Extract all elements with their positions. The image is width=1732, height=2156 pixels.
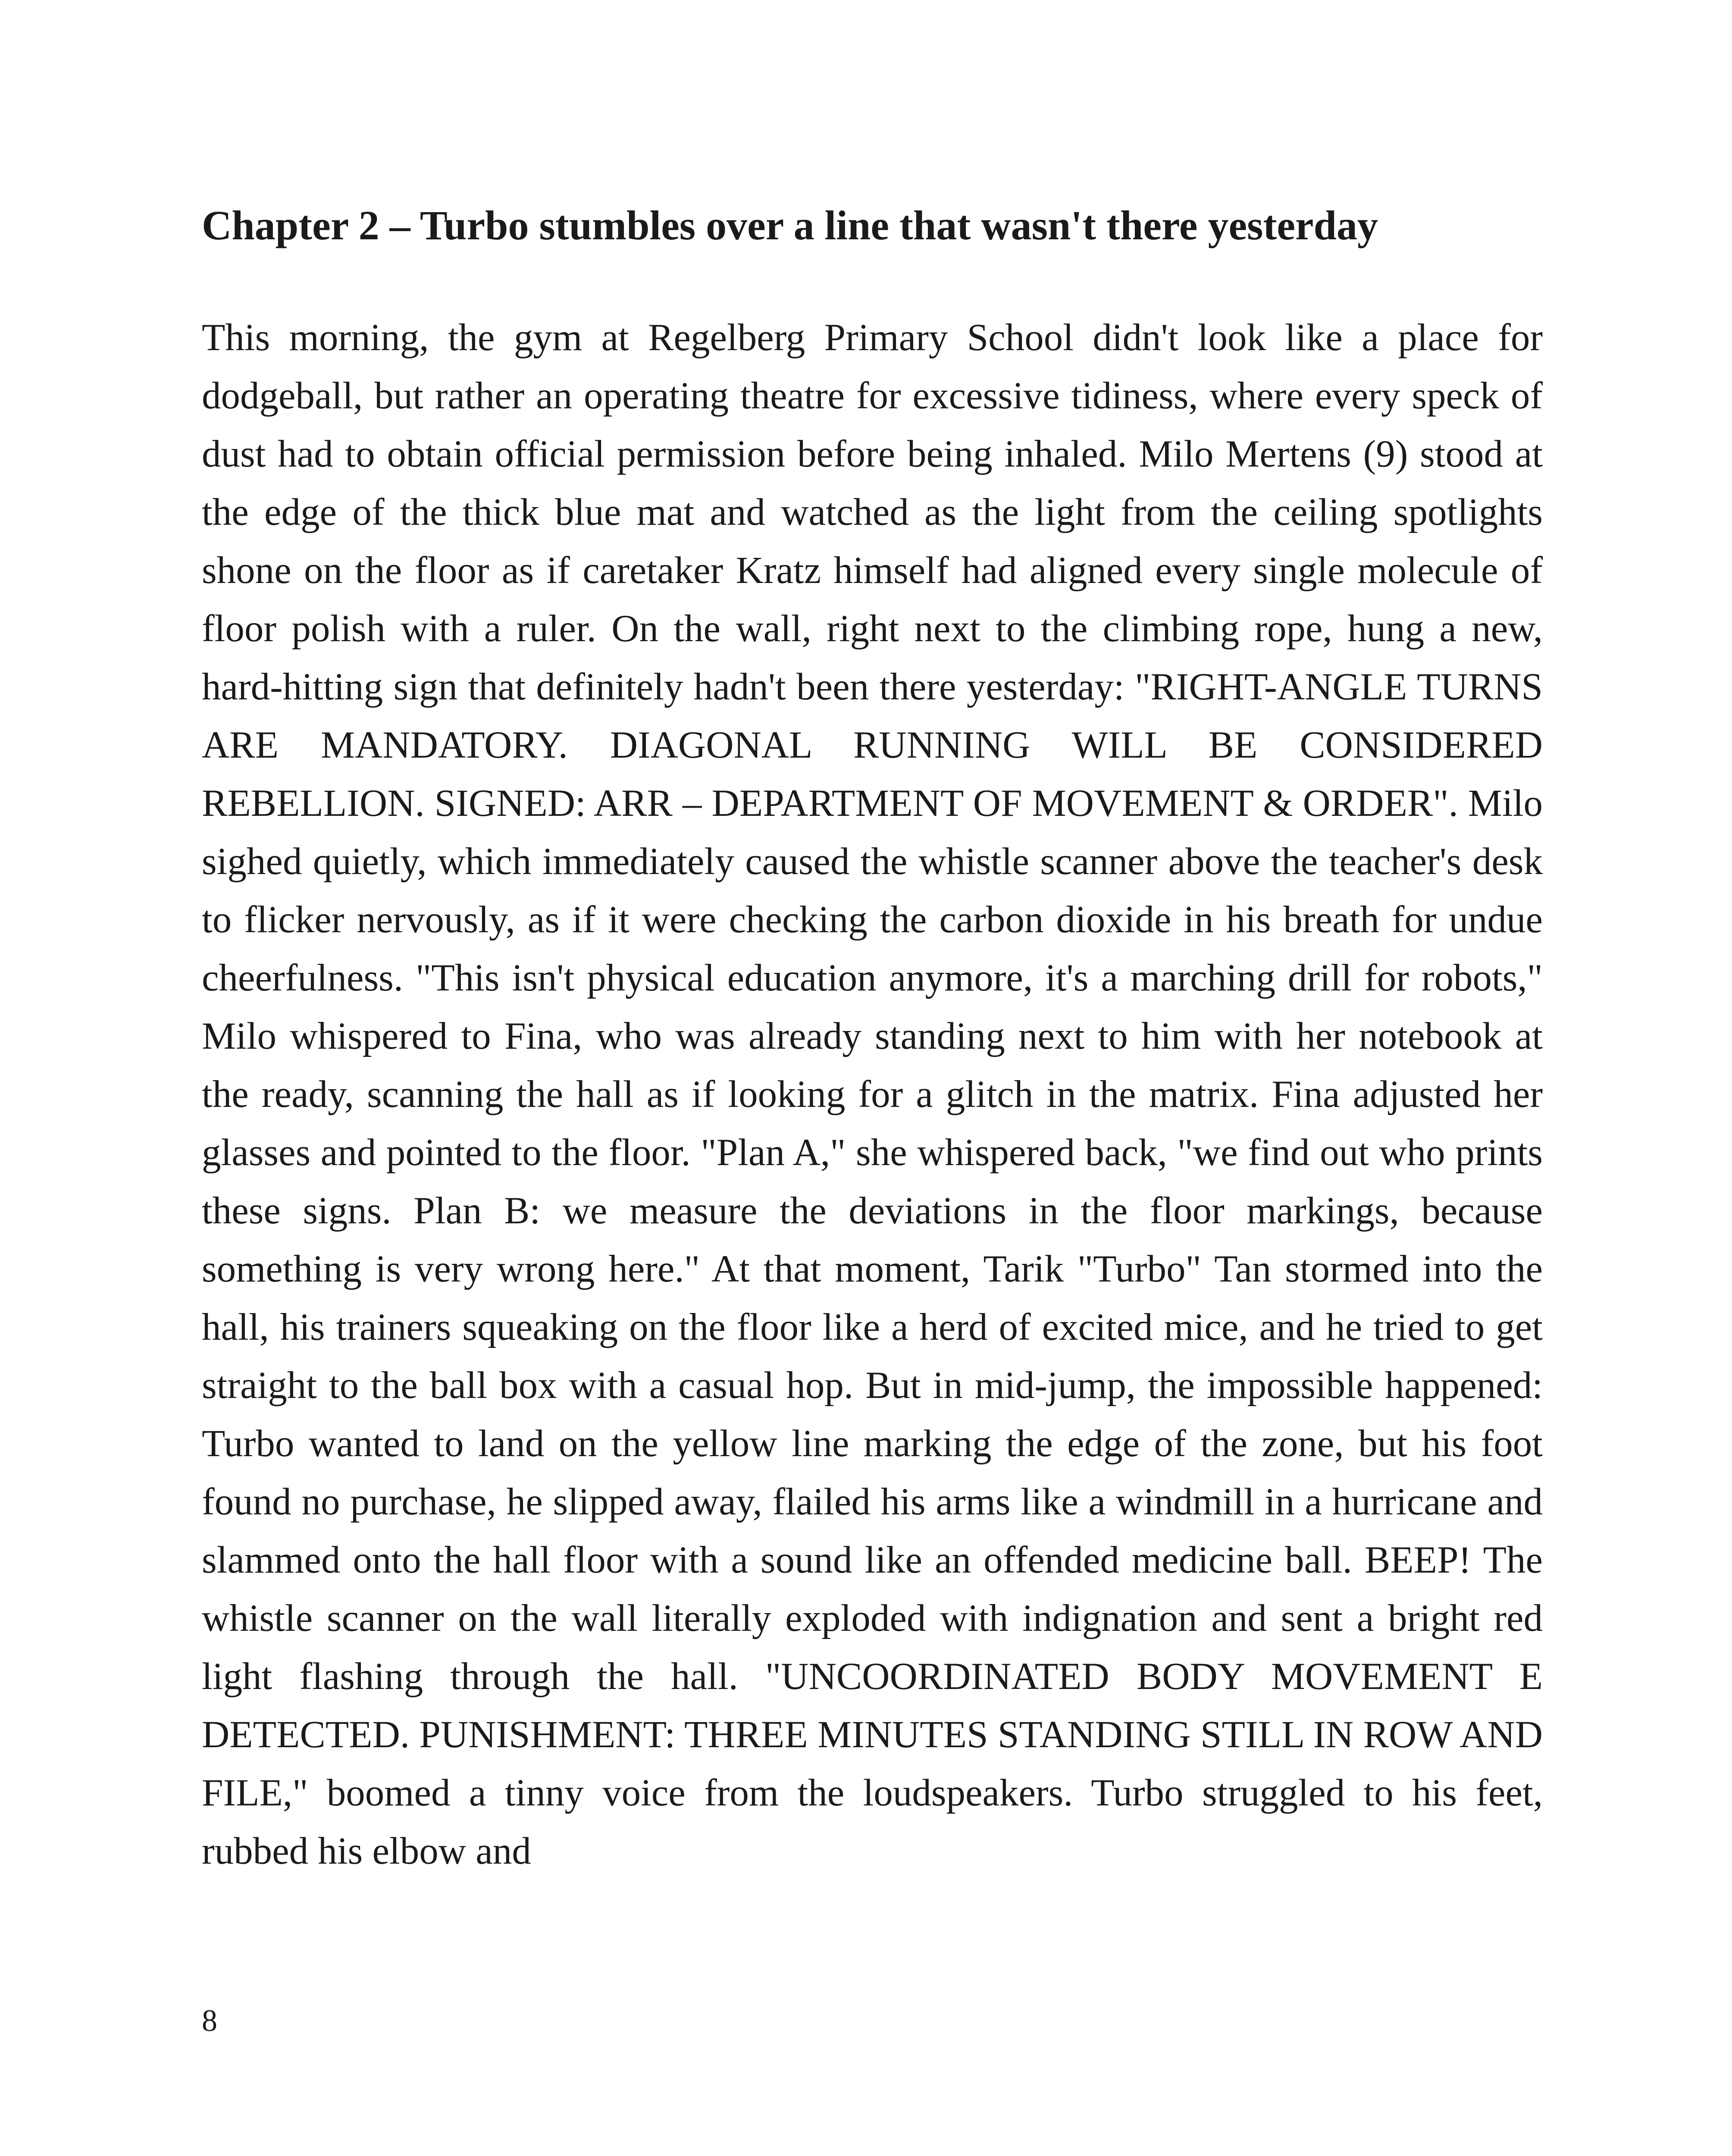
page-number: 8 xyxy=(202,2003,217,2038)
body-paragraph: This morning, the gym at Regelberg Primary School didn't look like a place for dodgeball, but rather an operating theatre for excessive tidiness, where every speck of dust had to obtain official permission before being inhaled. Milo Mertens (9) stood at the edge of the thick blue mat and watched as the light from the ceiling spotlights shone on the floor as if caretaker Kratz himself had aligned every single molecule of floor polish with a ruler. On the wall, right next to the climbing rope, hung a new, hard-hitting sign that definitely hadn't been there yesterday: "RIGHT-ANGLE TURNS ARE MANDATORY. DIAGONAL RUNNING WILL BE CONSIDERED REBELLION. SIGNED: ARR – DEPARTMENT OF MOVEMENT & ORDER". Milo sighed quietly, which immediately caused the whistle scanner above the teacher's desk to flicker nervously, as if it were checking the carbon dioxide in his breath for undue cheerfulness. "This isn't physical education anymore, it's a marching drill for robots," Milo whispered to Fina, who was already standing next to him with her notebook at the ready, scanning the hall as if looking for a glitch in the matrix. Fina adjusted her glasses and pointed to the floor. "Plan A," she whispered back, "we find out who prints these signs. Plan B: we measure the deviations in the floor markings, because something is very wrong here." At that moment, Tarik "Turbo" Tan stormed into the hall, his trainers squeaking on the floor like a herd of excited mice, and he tried to get straight to the ball box with a casual hop. But in mid-jump, the impossible happened: Turbo wanted to land on the yellow line marking the edge of the zone, but his foot found no purchase, he slipped away, flailed his arms like a windmill in a hurricane and slammed onto the hall floor with a sound like an offended medicine ball. BEEP! The whistle scanner on the wall literally exploded with indignation and sent a bright red light flashing through the hall. "UNCOORDINATED BODY MOVEMENT E DETECTED. PUNISHMENT: THREE MINUTES STANDING STILL IN ROW AND FILE," boomed a tinny voice from the loudspeakers. Turbo struggled to his feet, rubbed his elbow and xyxy=(202,317,1543,1872)
chapter-title: Chapter 2 – Turbo stumbles over a line that wasn't there yesterday xyxy=(202,202,1378,248)
